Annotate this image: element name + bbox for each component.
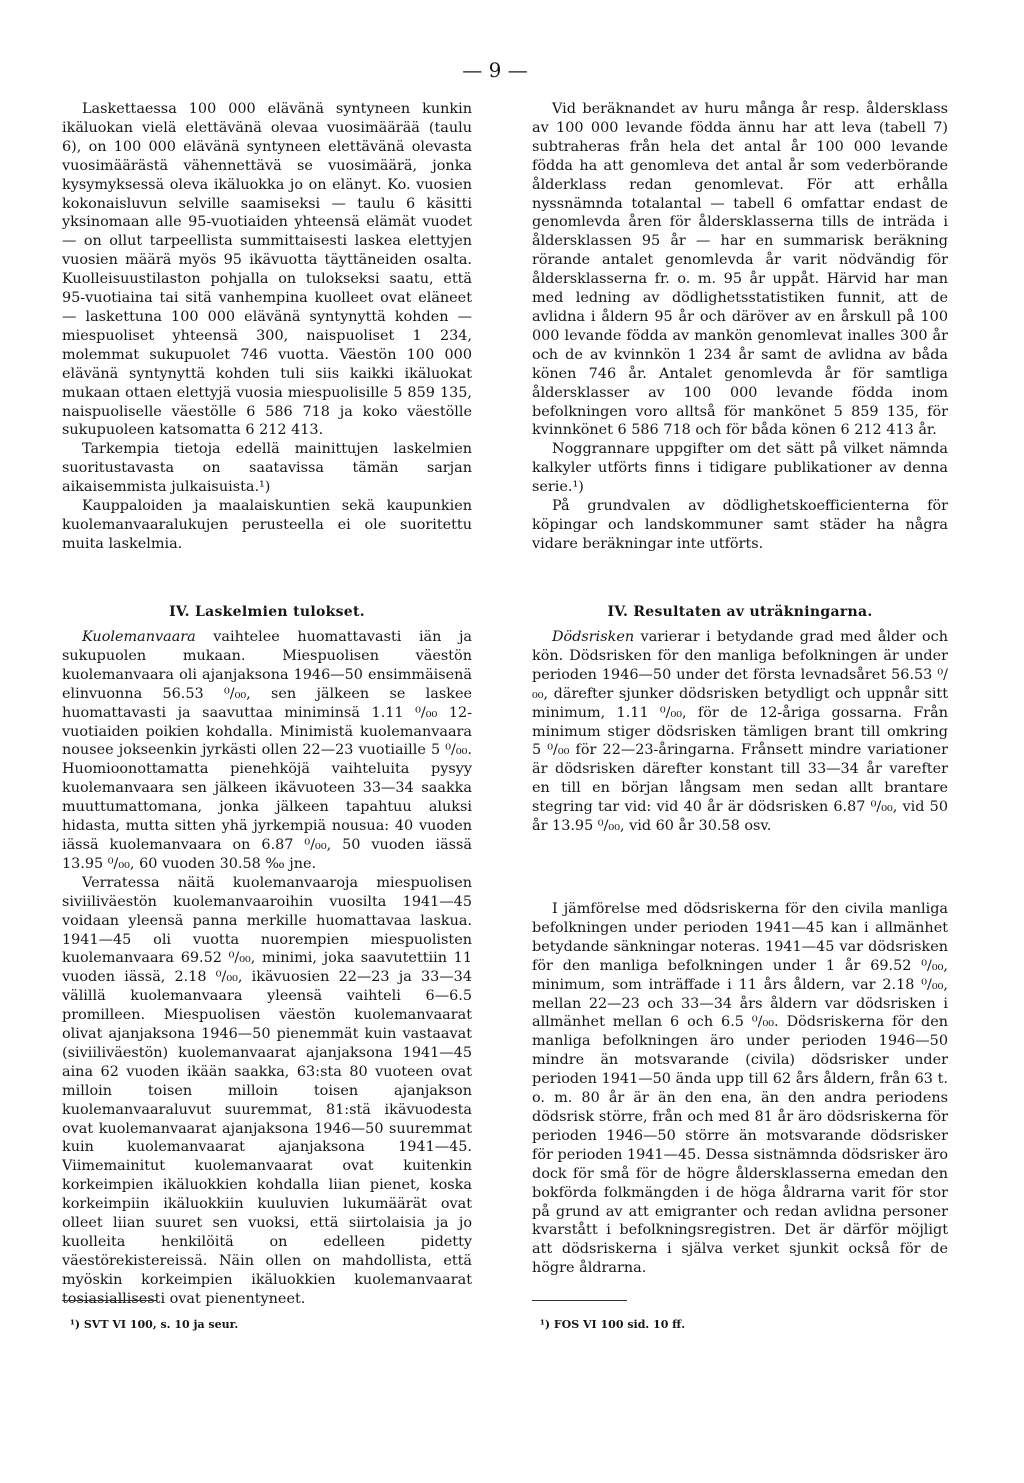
finnish-intro-paragraph-2: Tarkempia tietoja edellä mainittujen laskelmien suoritustavasta on saatavissa tämän sarjan aikaisemmista julkaisuista.¹) xyxy=(62,441,472,496)
swedish-intro xyxy=(532,100,948,554)
finnish-results-paragraph-2: Verratessa näitä kuolemanvaaroja miespuolisen siviiliväestön kuolemanvaaroihin vuosilta 1941—45 voidaan yleensä panna merkille huomattavaa laskua. 1941—45 oli vuotta nuorempien miespuolisten kuolemanvaara 69.52 ⁰/₀₀, minimi, joka saavutettiin 11 vuoden iässä, 2.18 ⁰/₀₀, ikävuosien 22—23 ja 33—34 välillä kuolemanvaara yleensä vaihteli 6—6.5 promilleen. Miespuolisen väestön kuolemanvaarat olivat ajanjaksona 1946—50 pienemmät kuin vastaavat (siviiliväestön) kuolemanvaarat ajanjaksona 1941—45 aina 62 vuoden ikään saakka, 63:sta 80 vuoteen ovat milloin toisen milloin toisen ajanjakson kuolemanvaaraluvut suuremmat, 81:stä ikävuodesta ovat kuolemanvaarat ajanjaksona 1946—50 suuremmat kuin kuolemanvaarat ajanjaksona 1941—45. Viimemainitut kuolemanvaarat ovat kuitenkin korkeimpien ikäluokkien kohdalla liian pienet, koska korkeimpiin ikäluokkiin kuuluvien lukumäärät ovat olleet liian suuret sen vuoksi, että siirtolaisia ja jo kuolleita henkilöitä on edelleen pidetty väestörekistereissä. Näin ollen on mahdollista, että myöskin korkeimpien ikäluokkien kuolemanvaarat tosiasiallisesti ovat pienentyneet. xyxy=(62,874,472,1307)
finnish-results-paragraph-1-text: vaihtelee huomattavasti iän ja sukupuolen mukaan. Miespuolisen väestön kuolemanvaara oli ajanjaksona 1946—50 ensimmäisenä elinvuonna 56.53 ⁰/₀₀, sen jälkeen se laskee huomattavasti ja saavuttaa miniminsä 1.11 ⁰/₀₀ 12-vuotiaiden poikien kohdalla. Minimistä kuolemanvaara nousee jokseenkin jyrkästi ollen 22—23 vuotiaille 5 ⁰/₀₀. Huomioonottamatta pienehköjä vaihteluita pysyy kuolemanvaara sen jälkeen ikävuoteen 33—34 saakka muuttumattomana, jonka jälkeen tapahtuu aluksi hidasta, mutta sitten yhä jyrkempiä nousua: 40 vuoden iässä kuolemanvaara on 6.87 ⁰/₀₀, 50 vuoden iässä 13.95 ⁰/₀₀, 60 vuoden 30.58 ‰ jne. xyxy=(62,629,472,872)
swedish-results-paragraph-1 xyxy=(532,628,948,836)
swedish-results-paragraph-2: I jämförelse med dödsriskerna för den civila manliga befolkningen under perioden 1941—45 kan i allmänhet betydande sänkningar noteras. 1941—45 var dödsrisken för den manliga befolkningen under 1 år 69.52 ⁰/₀₀, minimum, som inträffade i 11 års åldern, var 2.18 ⁰/₀₀, mellan 22—23 och 33—34 års åldern var dödsrisken i allmänhet mellan 6 och 6.5 ⁰/₀₀. Dödsriskerna för den manliga befolkningen äro under perioden 1946—50 mindre än motsvarande (civila) dödsrisker under perioden 1941—50 ända upp till 62 års åldern, från 63 t. o. m. 80 år är än den ena, än den andra periodens dödsrisk större, från och med 81 år äro dödsriskerna för perioden 1946—50 större än motsvarande dödsrisker för perioden 1941—45. Dessa sistnämnda dödsrisker äro dock för små för de högre åldersklasserna emedan den bokförda folkmängden i de höga åldrarna varit för stor på grund av att emigranter och redan avlidna personer kvarstått i befolkningsregistren. Det är därför möjligt att dödsriskerna i själva verket sjunkit också för de högre åldrarna. xyxy=(532,901,948,1277)
swedish-results-1 xyxy=(532,628,948,836)
swedish-footnote: ¹) FOS VI 100 sid. 10 ff. xyxy=(540,1318,686,1331)
swedish-footnote-rule xyxy=(532,1300,627,1301)
finnish-footnote-rule xyxy=(62,1300,157,1301)
swedish-results-lead: Dödsrisken xyxy=(552,629,635,645)
swedish-results-2 xyxy=(532,900,948,1278)
swedish-section-heading: IV. Resultaten av uträkningarna. xyxy=(607,604,873,620)
finnish-footnote: ¹) SVT VI 100, s. 10 ja seur. xyxy=(70,1318,239,1331)
swedish-intro-paragraph-1: Vid beräknandet av huru många år resp. åldersklass av 100 000 levande födda ännu har att leva (tabell 7) subtraheras från hela det antal år 100 000 levande födda ha att genomleva det antal år som vederbörande ålderklass redan genomlevat. För att erhålla nyssnämnda totalantal — tabell 6 omfattar endast de genomlevda åren för åldersklasserna tills de inträda i åldersklassen 95 år — har en summarisk beräkning rörande antalet genomlevda år varit nödvändig för åldersklasserna fr. o. m. 95 år uppåt. Härvid har man med ledning av dödlighetsstatistiken funnit, att de avlidna i åldern 95 år och däröver av en årskull på 100 000 levande födda av mankön genomlevat inalles 300 år och de av kvinnkön 1 234 år samt de avlidna av båda könen 746 år. Antalet genomlevda år för samtliga åldersklasser av 100 000 levande födda inom befolkningen voro alltså för mankönet 5 859 135, för kvinnkönet 6 586 718 och för båda könen 6 212 413 år. xyxy=(532,101,948,439)
swedish-intro-paragraph-3: På grundvalen av dödlighetskoefficienterna för köpingar och landskommuner samt städer ha några vidare beräkningar inte utförts. xyxy=(532,498,948,552)
finnish-intro-paragraph-1: Laskettaessa 100 000 elävänä syntyneen kunkin ikäluokan vielä elettävänä olevaa vuosimäärää (taulu 6), on 100 000 elävänä syntyneen elettävänä olevasta vuosimäärästä vähennettävä se vuosimäärä, jonka kysymyksessä oleva ikäluokka jo on elänyt. Ko. vuosien kokonaisluvun selville saamiseksi — taulu 6 käsitti yksinomaan alle 95-vuotiaiden yhteensä elämät vuodet — on ollut tarpeellista summittaisesti laskea elettyjen vuosien määrä myös 95 ikävuotta täyttäneiden osalta. Kuolleisuustilaston pohjalla on tulokseksi saatu, että 95-vuotiaina tai sitä vanhempina kuolleet ovat eläneet — laskettuna 100 000 elävänä syntynyttä kohden — miespuoliset yhteensä 300, naispuoliset 1 234, molemmat sukupuolet 746 vuotta. Väestön 100 000 elävänä syntynyttä kohden tuli siis kaikki ikäluokat mukaan ottaen elettyjä vuosia miespuolisille 5 859 135, naispuoliselle väestölle 6 586 718 ja koko väestölle sukupuoleen katsomatta 6 212 413. xyxy=(62,101,472,439)
finnish-intro xyxy=(62,100,472,554)
swedish-intro-paragraph-2: Noggrannare uppgifter om det sätt på vilket nämnda kalkyler utförts finns i tidigare publikationer av denna serie.¹) xyxy=(532,441,948,496)
finnish-results-lead: Kuolemanvaara xyxy=(82,629,196,645)
finnish-results-paragraph-1 xyxy=(62,628,472,874)
finnish-intro-paragraph-3: Kauppaloiden ja maalaiskuntien sekä kaupunkien kuolemanvaaralukujen perusteella ei ole suoritettu muita laskelmia. xyxy=(62,498,472,552)
finnish-section-heading: IV. Laskelmien tulokset. xyxy=(169,604,365,620)
page-number: — 9 — xyxy=(462,58,528,82)
swedish-results-paragraph-1-text: varierar i betydande grad med ålder och kön. Dödsrisken för den manliga befolkningen är under perioden 1946—50 under det första levnadsåret 56.53 ⁰/₀₀, därefter sjunker dödsrisken betydligt och uppnår sitt minimum, 1.11 ⁰/₀₀, för de 12-åriga gossarna. Från minimum stiger dödsrisken tämligen brant till omkring 5 ⁰/₀₀ för 22—23-åringarna. Frånsett mindre variationer är dödsrisken därefter konstant till 33—34 år varefter en till en början långsam men sedan allt brantare stegring tar vid: vid 40 år är dödsrisken 6.87 ⁰/₀₀, vid 50 år 13.95 ⁰/₀₀, vid 60 år 30.58 osv. xyxy=(532,629,948,835)
finnish-results xyxy=(62,628,472,1309)
